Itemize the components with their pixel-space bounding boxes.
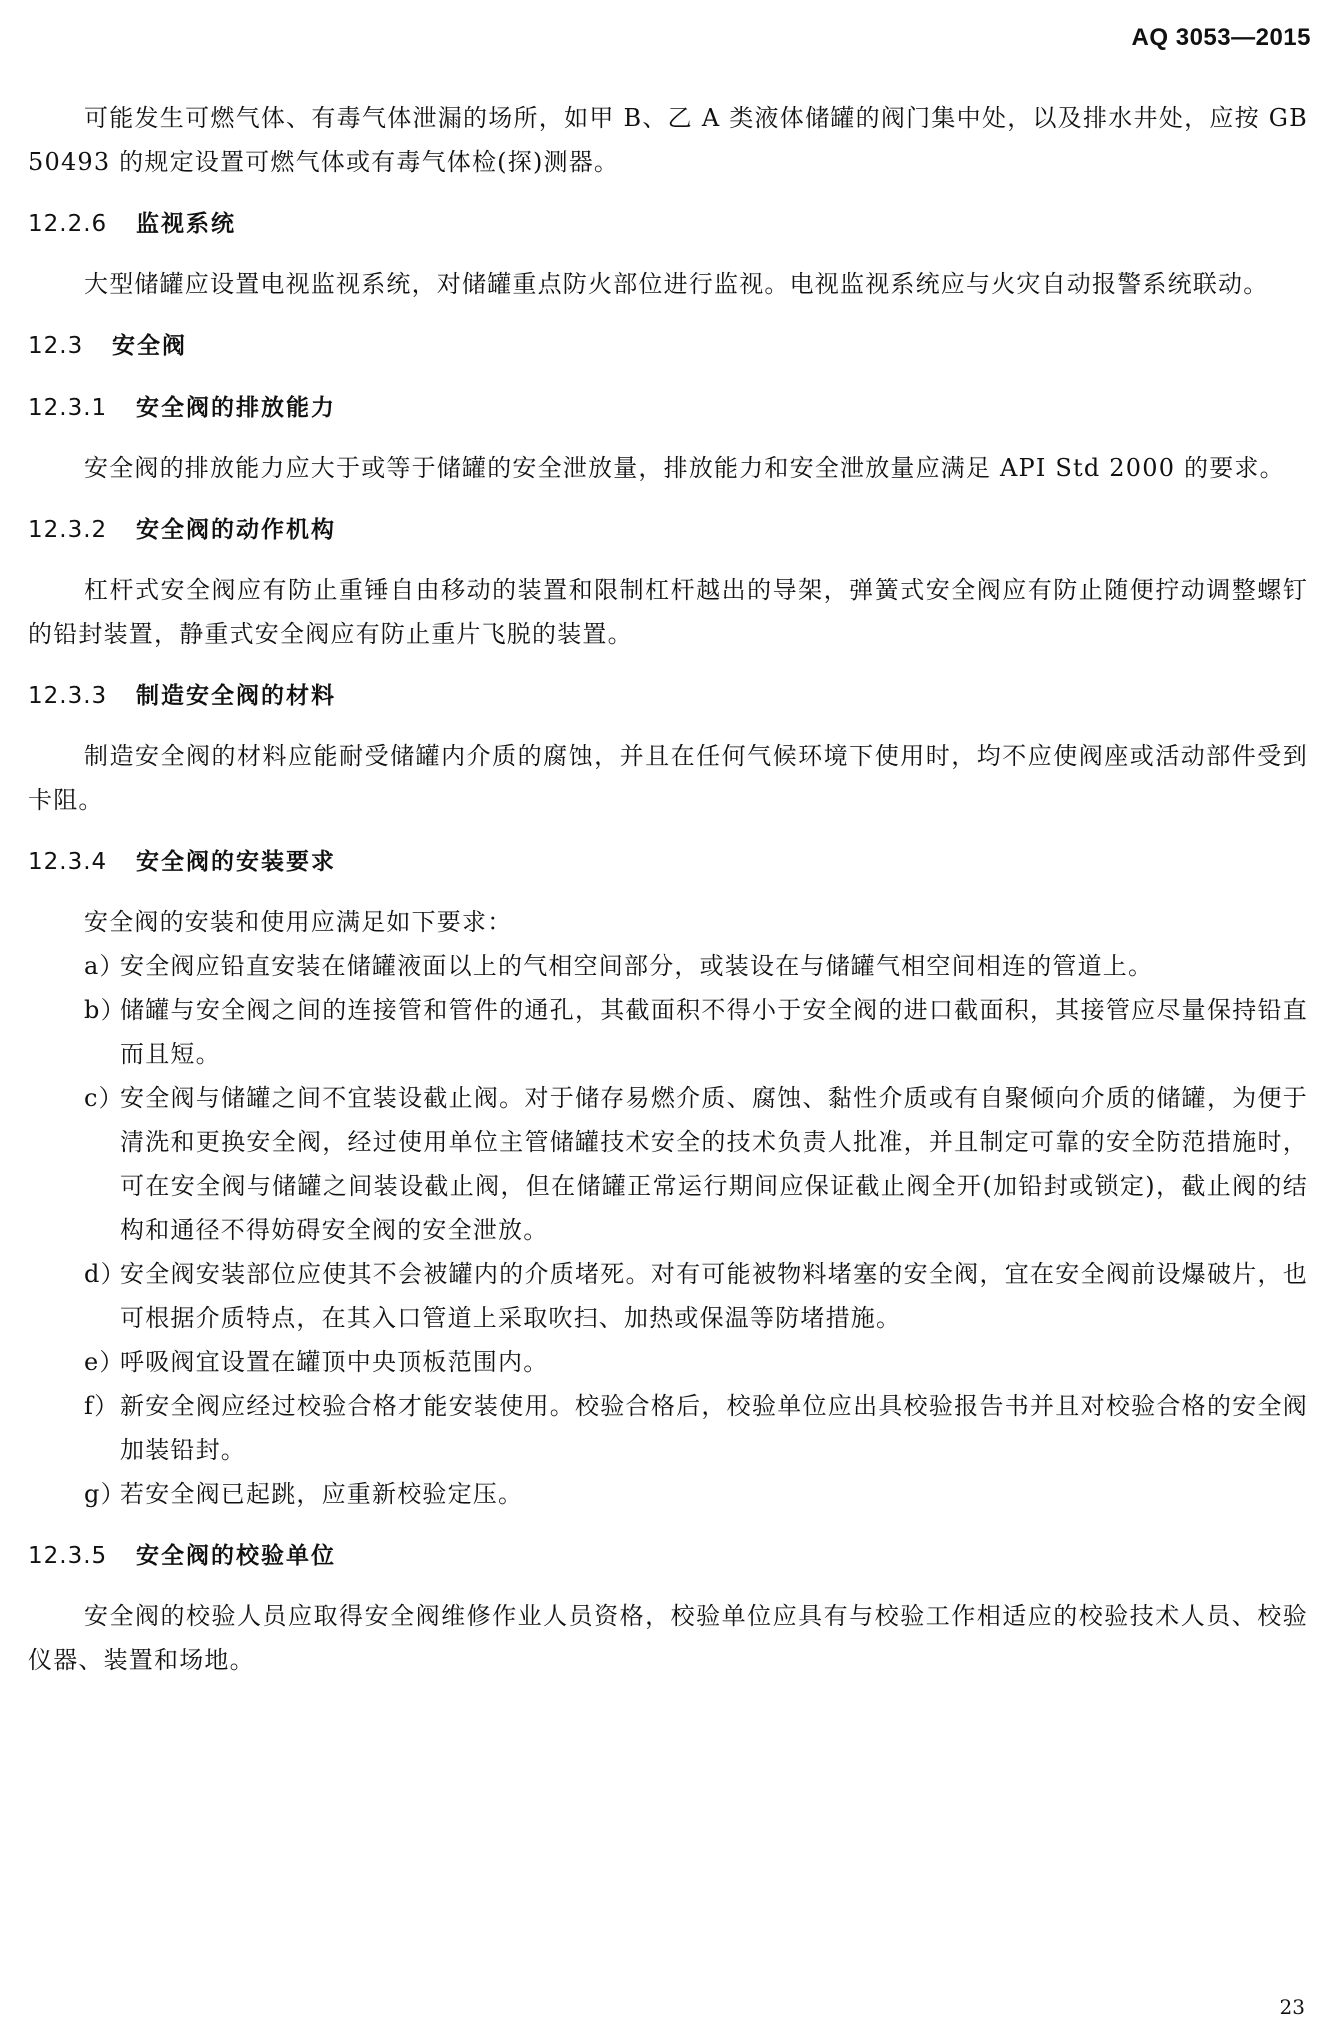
section-paragraph-12-3-3: 制造安全阀的材料应能耐受储罐内介质的腐蚀，并且在任何气候环境下使用时，均不应使阀座或活动部件受到卡阻。 xyxy=(28,742,1308,814)
section-number: 12.3 xyxy=(28,333,84,359)
section-paragraph-12-3-1: 安全阀的排放能力应大于或等于储罐的安全泄放量，排放能力和安全泄放量应满足 API Std 2000 的要求。 xyxy=(84,454,1285,482)
list-item-text: 若安全阀已起跳，应重新校验定压。 xyxy=(120,1480,524,1508)
section-number: 12.3.4 xyxy=(28,849,108,875)
section-number: 12.3.3 xyxy=(28,683,108,709)
section-heading-12-3-4 xyxy=(28,840,1308,884)
list-marker: f） xyxy=(84,1392,120,1420)
section-title: 安全阀的校验单位 xyxy=(136,1543,336,1569)
section-title: 安全阀 xyxy=(112,333,187,359)
section-number: 12.3.1 xyxy=(28,395,108,421)
intro-paragraph: 可能发生可燃气体、有毒气体泄漏的场所，如甲 B、乙 A 类液体储罐的阀门集中处，以及排水井处，应按 GB 50493 的规定设置可燃气体或有毒气体检(探)测器。 xyxy=(28,104,1308,176)
list-item xyxy=(28,1076,1308,1252)
section-paragraph-12-3-2: 杠杆式安全阀应有防止重锤自由移动的装置和限制杠杆越出的导架，弹簧式安全阀应有防止随便拧动调整螺钉的铅封装置，静重式安全阀应有防止重片飞脱的装置。 xyxy=(28,576,1308,648)
list-marker: e） xyxy=(84,1348,125,1376)
section-number: 12.3.5 xyxy=(28,1543,108,1569)
section-number: 12.3.2 xyxy=(28,517,108,543)
section-paragraph-12-3-5: 安全阀的校验人员应取得安全阀维修作业人员资格，校验单位应具有与校验工作相适应的校验技术人员、校验仪器、装置和场地。 xyxy=(28,1602,1308,1674)
list-marker: c） xyxy=(84,1084,124,1112)
section-heading-12-3-2 xyxy=(28,508,1308,552)
list-item xyxy=(28,944,1308,988)
list-item xyxy=(28,1472,1308,1516)
requirements-list xyxy=(28,944,1308,1516)
list-item xyxy=(28,988,1308,1076)
section-title: 安全阀的排放能力 xyxy=(136,395,336,421)
list-marker: d） xyxy=(84,1260,126,1288)
list-item-text: 新安全阀应经过校验合格才能安装使用。校验合格后，校验单位应出具校验报告书并且对校验合格的安全阀加装铅封。 xyxy=(120,1392,1308,1464)
list-item-text: 储罐与安全阀之间的连接管和管件的通孔，其截面积不得小于安全阀的进口截面积，其接管应尽量保持铅直而且短。 xyxy=(120,996,1308,1068)
section-heading-12-2-6 xyxy=(28,202,1308,246)
section-heading-12-3-3 xyxy=(28,674,1308,718)
list-item-text: 安全阀应铅直安装在储罐液面以上的气相空间部分，或装设在与储罐气相空间相连的管道上。 xyxy=(120,952,1154,980)
section-title: 安全阀的安装要求 xyxy=(136,849,336,875)
section-heading-12-3-5 xyxy=(28,1534,1308,1578)
section-heading-12-3-1 xyxy=(28,386,1308,430)
section-paragraph-12-2-6: 大型储罐应设置电视监视系统，对储罐重点防火部位进行监视。电视监视系统应与火灾自动报警系统联动。 xyxy=(84,270,1269,298)
list-item xyxy=(28,1340,1308,1384)
list-item xyxy=(28,1384,1308,1472)
section-title: 安全阀的动作机构 xyxy=(136,517,336,543)
list-item-text: 呼吸阀宜设置在罐顶中央顶板范围内。 xyxy=(120,1348,549,1376)
standard-code-header: AQ 3053—2015 xyxy=(1131,24,1311,51)
section-title: 制造安全阀的材料 xyxy=(136,683,336,709)
section-heading-12-3 xyxy=(28,324,1308,368)
section-number: 12.2.6 xyxy=(28,211,108,237)
page-number: 23 xyxy=(1279,1995,1305,2019)
list-item xyxy=(28,1252,1308,1340)
list-marker: b） xyxy=(84,996,126,1024)
list-item-text: 安全阀与储罐之间不宜装设截止阀。对于储存易燃介质、腐蚀、黏性介质或有自聚倾向介质的储罐，为便于清洗和更换安全阀，经过使用单位主管储罐技术安全的技术负责人批准，并且制定可靠的安全防范措施时，可在安全阀与储罐之间装设截止阀，但在储罐正常运行期间应保证截止阀全开(加铅封或锁定)，截止阀的结构和通径不得妨碍安全阀的安全泄放。 xyxy=(120,1084,1308,1244)
list-marker: g） xyxy=(84,1480,126,1508)
section-title: 监视系统 xyxy=(136,211,236,237)
document-body xyxy=(28,96,1308,1682)
list-item-text: 安全阀安装部位应使其不会被罐内的介质堵死。对有可能被物料堵塞的安全阀，宜在安全阀前设爆破片，也可根据介质特点，在其入口管道上采取吹扫、加热或保温等防堵措施。 xyxy=(120,1260,1308,1332)
section-intro-12-3-4: 安全阀的安装和使用应满足如下要求： xyxy=(84,908,513,936)
list-marker: a） xyxy=(84,952,125,980)
